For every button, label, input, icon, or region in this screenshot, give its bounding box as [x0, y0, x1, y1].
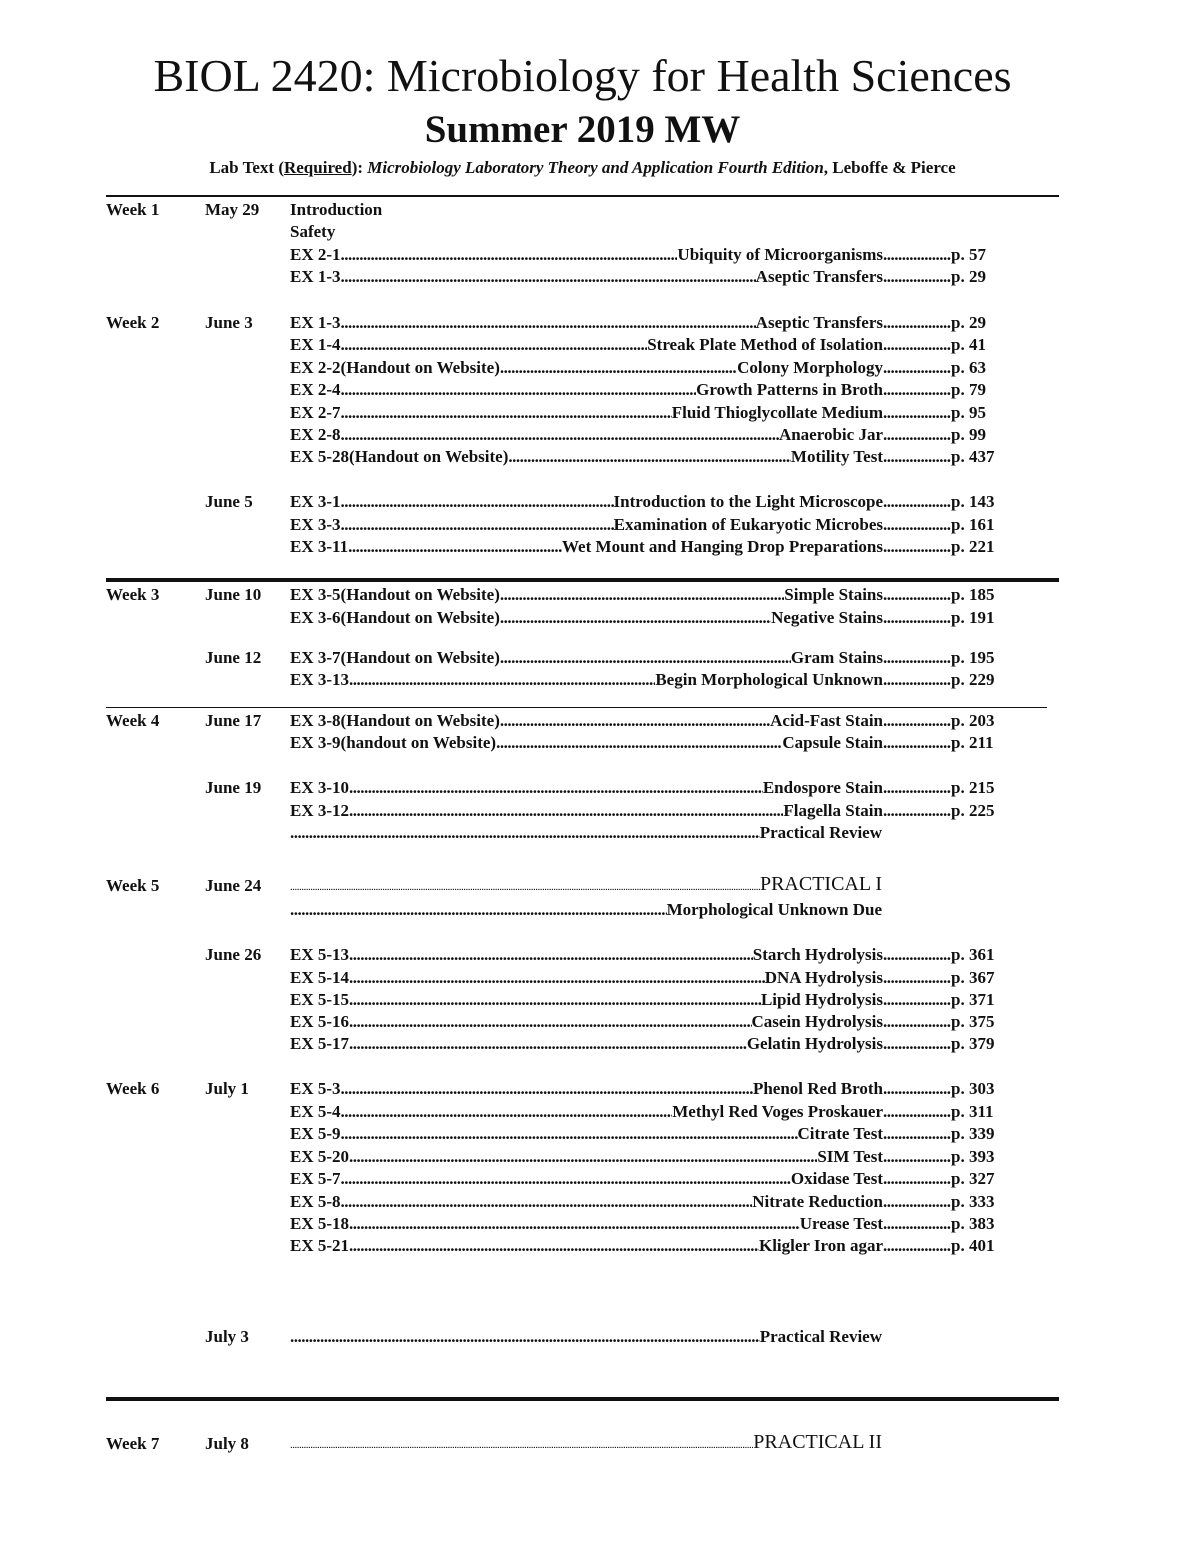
schedule-entry [290, 1078, 1004, 1100]
schedule-entry [290, 1033, 1004, 1055]
schedule-entry [290, 1213, 1004, 1235]
topic-label: PRACTICAL II [753, 1431, 882, 1453]
topic-label: Begin Morphological Unknown [655, 670, 883, 689]
page-ref: p. 303 [951, 1079, 995, 1098]
topic-label: Methyl Red Voges Proskauer [672, 1102, 883, 1121]
exercise-label: EX 1-3 [290, 313, 341, 332]
schedule-entry [290, 710, 1004, 732]
topic-label: Phenol Red Broth [752, 1079, 883, 1098]
topic-label: Growth Patterns in Broth [696, 380, 883, 399]
page-ref: p. 41 [951, 335, 986, 354]
schedule-entry [290, 989, 1004, 1011]
schedule-entry [290, 334, 1004, 356]
schedule-entry [290, 800, 1004, 822]
page-ref: p. 211 [951, 733, 994, 752]
topic-label: Citrate Test [797, 1124, 883, 1143]
page-ref: p. 161 [951, 515, 995, 534]
exercise-label: EX 3-8(Handout on Website) [290, 711, 500, 730]
exercise-label: EX 5-9 [290, 1124, 341, 1143]
topic-label: Wet Mount and Hanging Drop Preparations [562, 537, 883, 556]
lab-text-line [0, 157, 1165, 179]
page-ref: p. 221 [951, 537, 995, 556]
date-label: June 17 [205, 711, 262, 730]
exercise-label: EX 3-13 [290, 670, 350, 689]
schedule-entry [290, 357, 1004, 379]
exercise-label: EX 3-11 [290, 537, 349, 556]
schedule-entry [290, 1146, 1004, 1168]
term-subtitle: Summer 2019 MW [424, 108, 741, 151]
topic-label: PRACTICAL I [759, 873, 882, 895]
page-ref: p. 311 [951, 1102, 994, 1121]
topic-label: Ubiquity of Microorganisms [677, 245, 883, 264]
topic-label: Practical Review [759, 823, 882, 842]
page-ref: p. 361 [951, 945, 995, 964]
schedule-entry [290, 944, 1004, 966]
page-ref: p. 195 [951, 648, 995, 667]
schedule-item: Safety [290, 222, 336, 241]
schedule-entry [290, 312, 1004, 334]
exercise-label: EX 1-4 [290, 335, 341, 354]
week-label: Week 7 [106, 1434, 160, 1453]
topic-label: Morphological Unknown Due [666, 900, 882, 919]
exercise-label: EX 5-20 [290, 1147, 350, 1166]
exercise-label: EX 5-13 [290, 945, 350, 964]
exercise-label: EX 3-6(Handout on Website) [290, 608, 500, 627]
exercise-label: EX 5-17 [290, 1034, 350, 1053]
schedule-entry [290, 446, 1004, 468]
week-label: Week 4 [106, 711, 160, 730]
page-ref: p. 401 [951, 1236, 995, 1255]
schedule-entry [290, 822, 882, 844]
date-label: July 8 [205, 1434, 249, 1453]
schedule-item: Introduction [290, 200, 383, 219]
schedule-entry [290, 1191, 1004, 1213]
page-ref: p. 367 [951, 968, 995, 987]
exercise-label: EX 2-2(Handout on Website) [290, 358, 500, 377]
schedule-entry [290, 1123, 1004, 1145]
date-label: July 1 [205, 1079, 249, 1098]
date-label: June 26 [205, 945, 262, 964]
page-ref: p. 437 [951, 447, 995, 466]
date-label: June 12 [205, 648, 262, 667]
page-ref: p. 339 [951, 1124, 995, 1143]
date-label: May 29 [205, 200, 260, 219]
schedule-entry [290, 536, 1004, 558]
exercise-label: EX 5-3 [290, 1079, 341, 1098]
date-label: July 3 [205, 1327, 249, 1346]
section-divider [106, 1397, 1059, 1401]
topic-label: Flagella Stain [783, 801, 883, 820]
schedule-entry [290, 1431, 882, 1456]
topic-label: Urease Test [799, 1214, 883, 1233]
week-label: Week 1 [106, 200, 160, 219]
lab-text-authors: , Leboffe & Pierce [823, 158, 956, 177]
exercise-label: EX 5-16 [290, 1012, 350, 1031]
topic-label: Practical Review [759, 1327, 882, 1346]
section-divider [106, 707, 1047, 708]
topic-label: Lipid Hydrolysis [760, 990, 883, 1009]
week-label: Week 2 [106, 313, 160, 332]
page-ref: p. 185 [951, 585, 995, 604]
page-ref: p. 215 [951, 778, 995, 797]
page-title: BIOL 2420: Microbiology for Health Sciences [153, 50, 1012, 101]
lab-text-required: Required [283, 158, 352, 177]
page-ref: p. 225 [951, 801, 995, 820]
page-ref: p. 63 [951, 358, 986, 377]
topic-label: Motility Test [790, 447, 883, 466]
page-ref: p. 57 [951, 245, 986, 264]
schedule-entry [290, 899, 882, 921]
exercise-label: EX 2-8 [290, 425, 341, 444]
schedule-entry [290, 1101, 1004, 1123]
lab-text-colon: ): [351, 158, 368, 177]
date-label: June 19 [205, 778, 262, 797]
schedule-entry [290, 777, 1004, 799]
schedule-entry [290, 584, 1004, 606]
topic-label: Simple Stains [784, 585, 883, 604]
page-ref: p. 371 [951, 990, 995, 1009]
page-ref: p. 327 [951, 1169, 995, 1188]
topic-label: SIM Test [817, 1147, 883, 1166]
section-divider [106, 195, 1059, 197]
schedule-entry [290, 607, 1004, 629]
page-ref: p. 379 [951, 1034, 995, 1053]
week-label: Week 3 [106, 585, 160, 604]
exercise-label: EX 3-7(Handout on Website) [290, 648, 500, 667]
exercise-label: EX 3-12 [290, 801, 350, 820]
schedule-entry [290, 266, 1004, 288]
schedule-entry [290, 732, 1004, 754]
section-divider [106, 578, 1059, 582]
schedule-entry [290, 1011, 1004, 1033]
exercise-label: EX 3-9(handout on Website) [290, 733, 497, 752]
exercise-label: EX 5-14 [290, 968, 350, 987]
exercise-label: EX 2-4 [290, 380, 341, 399]
exercise-label: EX 3-10 [290, 778, 350, 797]
schedule-entry [290, 1235, 1004, 1257]
topic-label: Casein Hydrolysis [751, 1012, 883, 1031]
topic-label: Gram Stains [790, 648, 883, 667]
schedule-entry [290, 873, 882, 898]
topic-label: Streak Plate Method of Isolation [647, 335, 883, 354]
topic-label: Starch Hydrolysis [752, 945, 883, 964]
schedule-entry [290, 424, 1004, 446]
exercise-label: EX 5-4 [290, 1102, 341, 1121]
topic-label: Introduction to the Light Microscope [613, 492, 883, 511]
schedule-entry [290, 402, 1004, 424]
schedule-entry [290, 1168, 1004, 1190]
topic-label: Nitrate Reduction [752, 1192, 883, 1211]
lab-text-book: Microbiology Laboratory Theory and Application Fourth Edition [367, 158, 824, 177]
page-ref: p. 375 [951, 1012, 995, 1031]
page-ref: p. 393 [951, 1147, 995, 1166]
topic-label: DNA Hydrolysis [764, 968, 883, 987]
week-label: Week 6 [106, 1079, 160, 1098]
lab-text-prefix: Lab Text ( [209, 158, 284, 177]
topic-label: Aseptic Transfers [755, 313, 883, 332]
page-ref: p. 99 [951, 425, 986, 444]
topic-label: Gelatin Hydrolysis [746, 1034, 883, 1053]
exercise-label: EX 3-3 [290, 515, 341, 534]
schedule-entry [290, 514, 1004, 536]
exercise-label: EX 3-1 [290, 492, 341, 511]
date-label: June 10 [205, 585, 262, 604]
exercise-label: EX 5-21 [290, 1236, 350, 1255]
topic-label: Fluid Thioglycollate Medium [671, 403, 883, 422]
topic-label: Aseptic Transfers [755, 267, 883, 286]
schedule-entry [290, 491, 1004, 513]
exercise-label: EX 5-7 [290, 1169, 341, 1188]
schedule-entry [290, 379, 1004, 401]
exercise-label: EX 2-7 [290, 403, 341, 422]
schedule-entry [290, 647, 1004, 669]
page-ref: p. 79 [951, 380, 986, 399]
page-ref: p. 29 [951, 313, 986, 332]
topic-label: Kligler Iron agar [758, 1236, 883, 1255]
exercise-label: EX 2-1 [290, 245, 341, 264]
schedule-entry [290, 669, 1004, 691]
exercise-label: EX 3-5(Handout on Website) [290, 585, 500, 604]
schedule-entry [290, 244, 1004, 266]
exercise-label: EX 5-15 [290, 990, 350, 1009]
schedule-entry [290, 1326, 882, 1348]
exercise-label: EX 1-3 [290, 267, 341, 286]
exercise-label: EX 5-18 [290, 1214, 350, 1233]
date-label: June 24 [205, 876, 262, 895]
week-label: Week 5 [106, 876, 160, 895]
page-ref: p. 383 [951, 1214, 995, 1233]
page-ref: p. 95 [951, 403, 986, 422]
topic-label: Examination of Eukaryotic Microbes [613, 515, 883, 534]
page-ref: p. 191 [951, 608, 995, 627]
topic-label: Colony Morphology [737, 358, 883, 377]
topic-label: Negative Stains [771, 608, 883, 627]
topic-label: Endospore Stain [762, 778, 883, 797]
date-label: June 3 [205, 313, 253, 332]
page-ref: p. 29 [951, 267, 986, 286]
page-ref: p. 333 [951, 1192, 995, 1211]
topic-label: Capsule Stain [782, 733, 883, 752]
exercise-label: EX 5-8 [290, 1192, 341, 1211]
topic-label: Oxidase Test [790, 1169, 883, 1188]
schedule-entry [290, 967, 1004, 989]
topic-label: Anaerobic Jar [778, 425, 883, 444]
topic-label: Acid-Fast Stain [770, 711, 883, 730]
exercise-label: EX 5-28(Handout on Website) [290, 447, 509, 466]
page-ref: p. 143 [951, 492, 995, 511]
page-ref: p. 229 [951, 670, 995, 689]
page-ref: p. 203 [951, 711, 995, 730]
date-label: June 5 [205, 492, 253, 511]
